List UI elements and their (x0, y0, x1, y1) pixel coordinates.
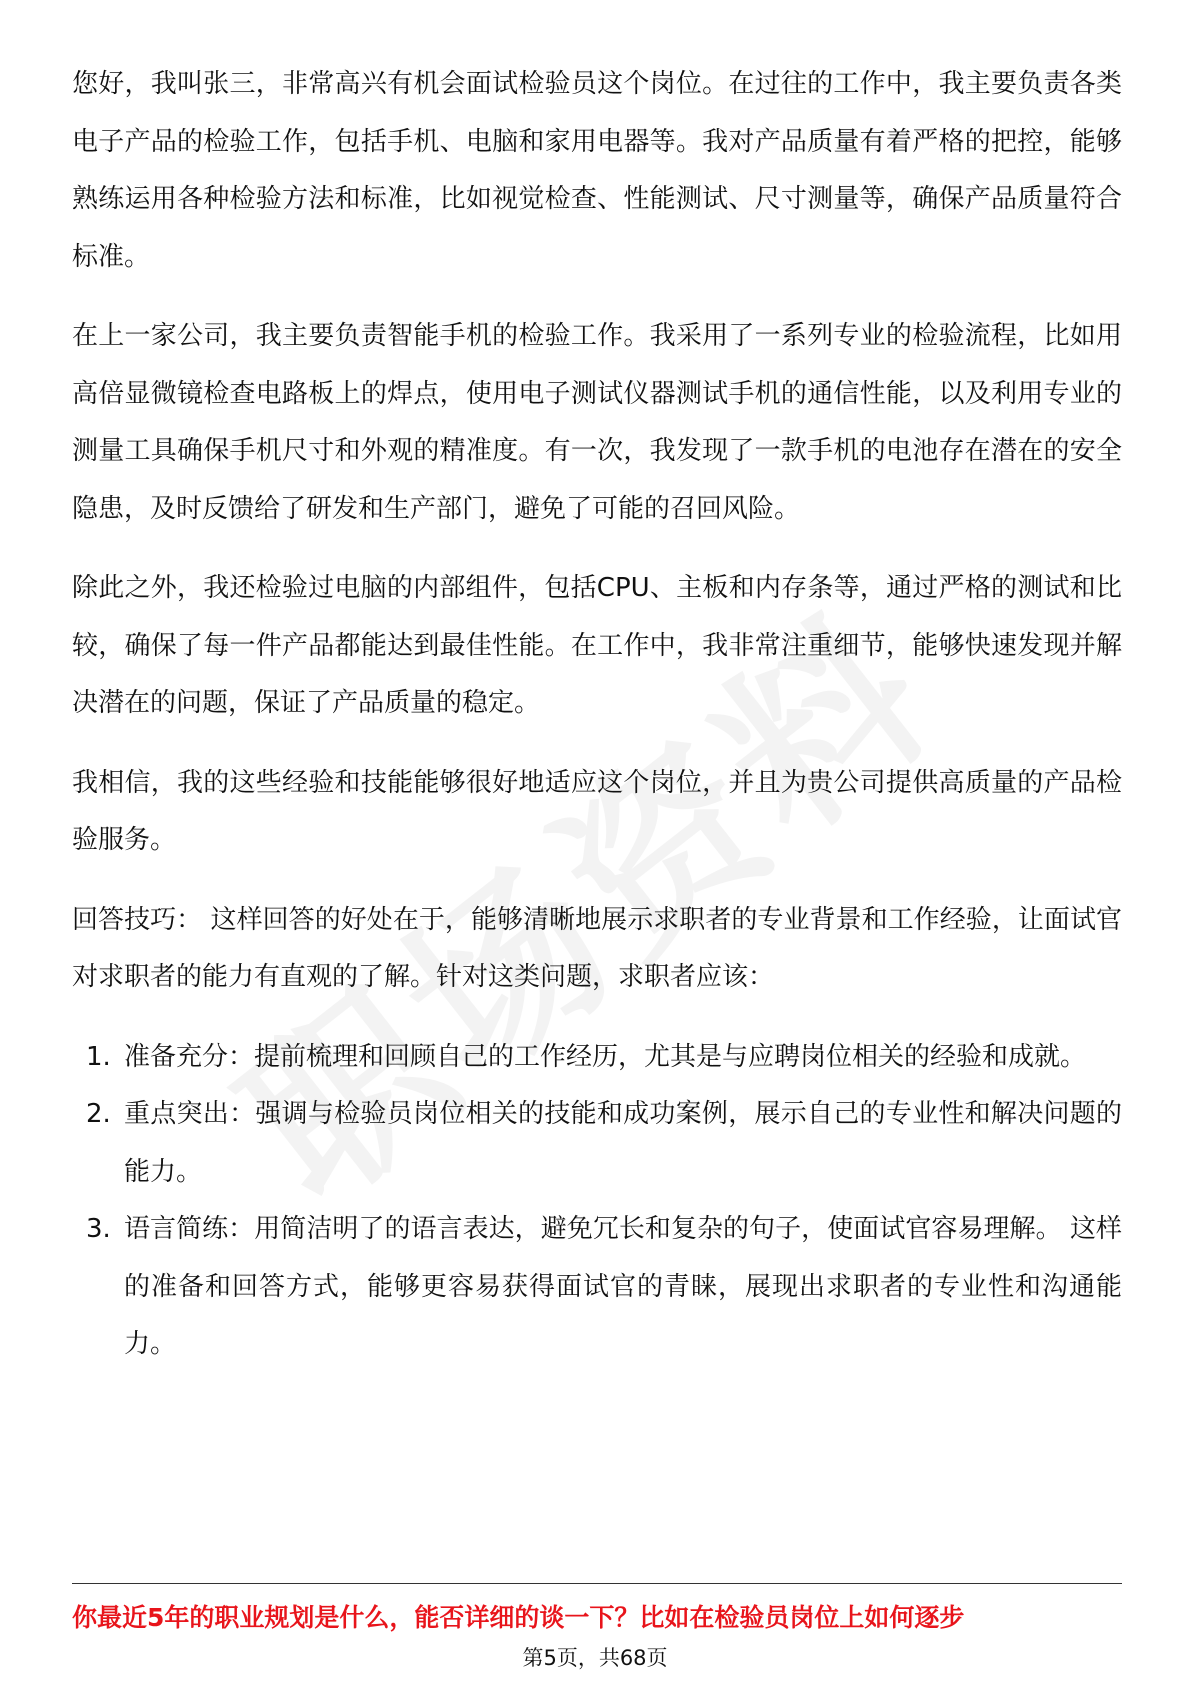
page-number: 第5页，共68页 (522, 1646, 668, 1670)
list-item-text: 语言简练：用简洁明了的语言表达，避免冗长和复杂的句子，使面试官容易理解。 这样的准备和回答方式，能够更容易获得面试官的青睐，展现出求职者的专业性和沟通能力。 (124, 1214, 1122, 1359)
paragraph-intro: 您好，我叫张三，非常高兴有机会面试检验员这个岗位。在过往的工作中，我主要负责各类电子产品的检验工作，包括手机、电脑和家用电器等。我对产品质量有着严格的把控，能够熟练运用各种检验方法和标准，比如视觉检查、性能测试、尺寸测量等，确保产品质量符合标准。 (72, 69, 1122, 272)
section-divider (72, 1583, 1122, 1584)
answer-content (72, 56, 1122, 1374)
paragraph-conclusion: 我相信，我的这些经验和技能能够很好地适应这个岗位，并且为贵公司提供高质量的产品检验服务。 (72, 767, 1122, 855)
list-item-number: 2. (86, 1099, 111, 1129)
list-item-number: 3. (86, 1214, 111, 1244)
list-item-text: 准备充分：提前梳理和回顾自己的工作经历，尤其是与应聘岗位相关的经验和成就。 (124, 1041, 1087, 1072)
list-item (72, 1201, 1122, 1374)
paragraph-previous-company: 在上一家公司，我主要负责智能手机的检验工作。我采用了一系列专业的检验流程，比如用高倍显微镜检查电路板上的焊点，使用电子测试仪器测试手机的通信性能，以及利用专业的测量工具确保手机尺寸和外观的精准度。有一次，我发现了一款手机的电池存在潜在的安全隐患，及时反馈给了研发和生产部门，避免了可能的召回风险。 (72, 321, 1122, 524)
paragraph-answer-tips: 回答技巧： 这样回答的好处在于，能够清晰地展示求职者的专业背景和工作经验，让面试官对求职者的能力有直观的了解。针对这类问题，求职者应该： (72, 904, 1122, 992)
list-item-text: 重点突出：强调与检验员岗位相关的技能和成功案例，展示自己的专业性和解决问题的能力。 (124, 1099, 1122, 1187)
paragraph-other-experience: 除此之外，我还检验过电脑的内部组件，包括CPU、主板和内存条等，通过严格的测试和比较，确保了每一件产品都能达到最佳性能。在工作中，我非常注重细节，能够快速发现并解决潜在的问题，保证了产品质量的稳定。 (72, 573, 1122, 718)
list-item-number: 1. (86, 1041, 111, 1072)
list-item (72, 1029, 1122, 1087)
list-item (72, 1086, 1122, 1201)
tips-list (72, 1029, 1122, 1374)
next-question-heading: 你最近5年的职业规划是什么，能否详细的谈一下？比如在检验员岗位上如何逐步 (72, 1603, 965, 1632)
